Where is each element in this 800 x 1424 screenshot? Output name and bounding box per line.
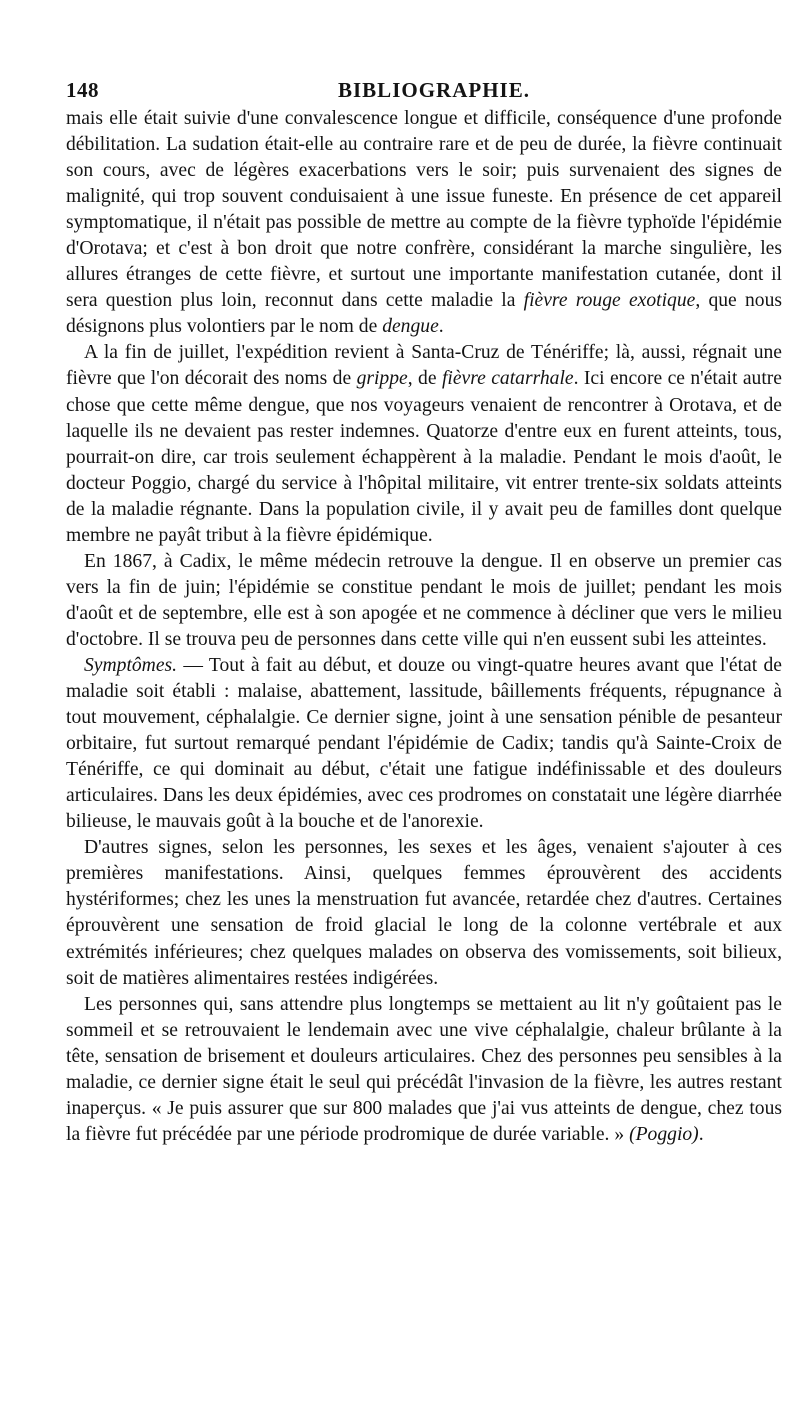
text-run: . — [698, 1123, 704, 1145]
text-run: , de — [407, 368, 437, 390]
paragraph-other-signs — [66, 835, 782, 991]
text-run: , que nous désignons plus volontiers par le nom de — [66, 290, 782, 338]
italic-term: fièvre rouge exotique — [523, 290, 696, 312]
text-run: — Tout à fait au début, et douze ou vingt-quatre heures avant que l'état de maladie soit établi : malaise, abattement, lassitude, bâillements fréquents, répugnance à tout mouvement, céphalalgie. Ce dernier signe, joint à une sensation pénible de pesanteur orbitaire, fut surtout remarqué pendant l'épidémie de Cadix; tandis qu'à Sainte-Croix de Ténériffe, ce qui dominait au début, c'était une fatigue indéfinissable et des douleurs articulaires. Dans les deux épidémies, avec ces prodromes on constatait une légère diarrhée bilieuse, le mauvais goût à la bouche et de l'anorexie. — [66, 654, 782, 833]
text-run: A la fin de juillet, l'expédition revient à Santa-Cruz de Ténériffe; là, aussi, régnait une fièvre que l'on décorait des noms de — [66, 342, 782, 390]
running-head — [66, 72, 782, 106]
book-page — [66, 72, 782, 1148]
text-run: mais elle était suivie d'une convalescence longue et difficile, conséquence d'une profonde débilitation. La sudation était-elle au contraire rare et de peu de durée, la fièvre continuait son cours, avec de légères exacerbations vers le soir; puis survenaient des signes de malignité, qui trop souvent conduisaient à une issue funeste. En présence de cet appareil symptomatique, il n'était pas possible de mettre au compte de la fièvre typhoïde l'épidémie d'Orotava; et c'est à bon droit que notre confrère, considérant la marche singulière, les allures étranges de cette fièvre, et surtout une importante manifestation cutanée, dont il sera question plus loin, reconnut dans cette maladie la — [66, 108, 782, 312]
section-heading-italic: Symptômes. — [84, 654, 178, 676]
citation-italic: (Poggio) — [629, 1123, 699, 1145]
paragraph-symptomes — [66, 653, 782, 835]
paragraph-orotava-continuation — [66, 106, 782, 340]
body-text — [66, 106, 782, 1148]
paragraph-santa-cruz — [66, 340, 782, 548]
page-number: 148 — [66, 78, 99, 102]
text-run: . Ici encore ce n'était autre chose que cette même dengue, que nos voyageurs venaient de rencontrer à Orotava, et de laquelle ils ne devaient pas rester indemnes. Quatorze d'entre eux en furent atteints, tous, pourrait-on dire, car trois seulement échappèrent à la maladie. Pendant le mois d'août, le docteur Poggio, chargé du service à l'hôpital militaire, vit entrer trente-six soldats atteints de la maladie régnante. Dans la population civile, il y avait peu de familles dont quelque membre ne payât tribut à la fièvre épidémique. — [66, 368, 782, 546]
text-run: Les personnes qui, sans attendre plus longtemps se mettaient au lit n'y goûtaient pas le sommeil et se retrouvaient le lendemain avec une vive céphalalgie, chaleur brûlante à la tête, sensation de brisement et douleurs articulaires. Chez des personnes peu sensibles à la maladie, ce dernier signe était le seul qui précédât l'invasion de la fièvre, les autres restant inaperçus. « Je puis assurer que sur 800 malades que j'ai vus atteints de dengue, chez tous la fièvre fut précédée par une période prodromique de durée variable. » — [66, 993, 782, 1145]
text-run: En 1867, à Cadix, le même médecin retrouve la dengue. Il en observe un premier cas vers la fin de juin; l'épidémie se constitue pendant le mois de juillet; pendant les mois d'août et de septembre, elle est à son apogée et ne commence à décliner que vers le milieu d'octobre. Il se trouva peu de personnes dans cette ville qui n'en eussent subi les atteintes. — [66, 550, 782, 650]
text-run: . — [438, 316, 444, 338]
paragraph-prodromes — [66, 992, 782, 1148]
italic-term: fièvre catarrhale — [441, 368, 574, 390]
text-run: D'autres signes, selon les personnes, les sexes et les âges, venaient s'ajouter à ces premières manifestations. Ainsi, quelques femmes éprouvèrent des accidents hystériformes; chez les unes la menstruation fut avancée, retardée chez d'autres. Certaines éprouvèrent une sensation de froid glacial le long de la colonne vertébrale et aux extrémités inférieures; chez quelques malades on observa des vomissements, soit bilieux, soit de matières alimentaires restées indigérées. — [66, 837, 782, 989]
paragraph-cadix — [66, 549, 782, 653]
italic-term: dengue — [382, 316, 439, 338]
running-title: BIBLIOGRAPHIE. — [338, 78, 530, 102]
italic-term: grippe — [356, 368, 408, 390]
